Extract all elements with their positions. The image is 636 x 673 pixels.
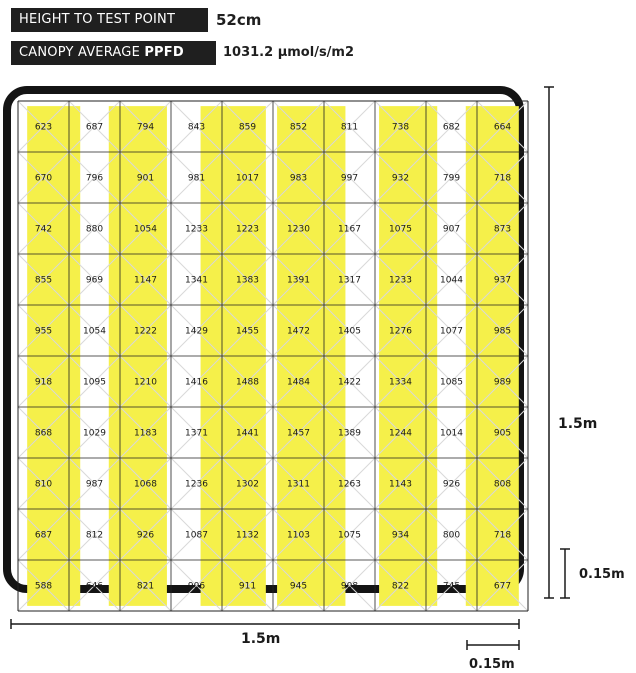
ppfd-cell-value: 1143: [389, 479, 412, 490]
ppfd-cell-value: 1054: [134, 224, 157, 235]
ppfd-cell-value: 932: [391, 173, 410, 184]
ppfd-cell-value: 901: [136, 173, 155, 184]
ppfd-cell-value: 1488: [236, 377, 259, 388]
ppfd-cell-value: 808: [493, 479, 512, 490]
ppfd-cell-value: 1383: [236, 275, 259, 286]
ppfd-cell-value: 1371: [185, 428, 208, 439]
ppfd-cell-value: 1457: [287, 428, 310, 439]
ppfd-cell-value: 1087: [185, 530, 208, 541]
height-value: 52cm: [216, 11, 262, 29]
ppfd-cell-value: 799: [442, 173, 461, 184]
ppfd-cell-value: 989: [493, 377, 512, 388]
ppfd-cell-value: 822: [391, 581, 410, 592]
ppfd-cell-value: 987: [85, 479, 104, 490]
ppfd-cell-value: 1095: [83, 377, 106, 388]
ppfd-cell-value: 664: [493, 122, 512, 133]
ppfd-cell-value: 1223: [236, 224, 259, 235]
ppfd-cell-value: 1334: [389, 377, 412, 388]
ppfd-cell-value: 1276: [389, 326, 412, 337]
ppfd-label-prefix: CANOPY AVERAGE: [19, 45, 145, 60]
ppfd-cell-value: 1075: [338, 530, 361, 541]
ppfd-cell-value: 745: [442, 581, 461, 592]
ppfd-cell-value: 1391: [287, 275, 310, 286]
ppfd-cell-value: 1472: [287, 326, 310, 337]
ppfd-cell-value: 687: [85, 122, 104, 133]
ppfd-cell-value: 997: [340, 173, 359, 184]
ppfd-cell-value: 1044: [440, 275, 463, 286]
ppfd-cell-value: 794: [136, 122, 155, 133]
ppfd-cell-value: 687: [34, 530, 53, 541]
ppfd-cell-value: 1455: [236, 326, 259, 337]
ppfd-cell-value: 1317: [338, 275, 361, 286]
ppfd-cell-value: 682: [442, 122, 461, 133]
ppfd-cell-value: 1244: [389, 428, 412, 439]
ppfd-cell-value: 1429: [185, 326, 208, 337]
ppfd-cell-value: 1422: [338, 377, 361, 388]
ppfd-cell-value: 1311: [287, 479, 310, 490]
ppfd-cell-value: 1077: [440, 326, 463, 337]
ppfd-cell-value: 1183: [134, 428, 157, 439]
ppfd-cell-value: 905: [493, 428, 512, 439]
ppfd-cell-value: 1441: [236, 428, 259, 439]
ppfd-cell-value: 880: [85, 224, 104, 235]
ppfd-cell-value: 873: [493, 224, 512, 235]
ppfd-cell-value: 981: [187, 173, 206, 184]
ppfd-cell-value: 934: [391, 530, 410, 541]
ppfd-cell-value: 1054: [83, 326, 106, 337]
ppfd-cell-value: 983: [289, 173, 308, 184]
ppfd-cell-value: 955: [34, 326, 53, 337]
ppfd-label-bold: PPFD: [144, 45, 184, 60]
ppfd-cell-value: 1147: [134, 275, 157, 286]
ppfd-cell-value: 1341: [185, 275, 208, 286]
ppfd-cell-value: 1233: [185, 224, 208, 235]
ppfd-cell-value: 1236: [185, 479, 208, 490]
ppfd-cell-value: 811: [340, 122, 359, 133]
ppfd-cell-value: 821: [136, 581, 155, 592]
ppfd-cell-value: 1484: [287, 377, 310, 388]
ppfd-cell-value: 796: [85, 173, 104, 184]
ppfd-cell-value: 852: [289, 122, 308, 133]
ppfd-cell-value: 1233: [389, 275, 412, 286]
ppfd-cell-value: 926: [442, 479, 461, 490]
ppfd-cell-value: 1132: [236, 530, 259, 541]
ppfd-value: 1031.2 µmol/s/m2: [223, 45, 355, 60]
ppfd-cell-value: 843: [187, 122, 206, 133]
ppfd-cell-value: 677: [493, 581, 512, 592]
ppfd-cell-value: 1230: [287, 224, 310, 235]
ppfd-cell-value: 1416: [185, 377, 208, 388]
ppfd-cell-value: 810: [34, 479, 53, 490]
ppfd-cell-value: 812: [85, 530, 104, 541]
dim-width-label: 1.5m: [241, 631, 281, 647]
dim-cell-height-label: 0.15m: [579, 567, 625, 582]
ppfd-cell-value: 1405: [338, 326, 361, 337]
ppfd-cell-value: 1029: [83, 428, 106, 439]
ppfd-cell-value: 738: [391, 122, 410, 133]
dim-cell-width-label: 0.15m: [469, 657, 515, 672]
ppfd-cell-value: 926: [136, 530, 155, 541]
ppfd-cell-value: 911: [238, 581, 257, 592]
ppfd-cell-value: 718: [493, 530, 512, 541]
ppfd-cell-value: 985: [493, 326, 512, 337]
ppfd-cell-value: 1075: [389, 224, 412, 235]
ppfd-cell-value: 588: [34, 581, 53, 592]
ppfd-cell-value: 945: [289, 581, 308, 592]
ppfd-cell-value: 1068: [134, 479, 157, 490]
ppfd-cell-value: 742: [34, 224, 53, 235]
ppfd-cell-value: 907: [442, 224, 461, 235]
ppfd-cell-value: 1017: [236, 173, 259, 184]
ppfd-cell-value: 937: [493, 275, 512, 286]
ppfd-cell-value: 1263: [338, 479, 361, 490]
ppfd-cell-value: 1222: [134, 326, 157, 337]
ppfd-cell-value: 623: [34, 122, 53, 133]
ppfd-cell-value: 855: [34, 275, 53, 286]
ppfd-cell-value: 1167: [338, 224, 361, 235]
height-label-text: HEIGHT TO TEST POINT: [19, 12, 176, 27]
ppfd-cell-value: 1014: [440, 428, 463, 439]
ppfd-cell-value: 1389: [338, 428, 361, 439]
ppfd-cell-value: 1085: [440, 377, 463, 388]
ppfd-cell-value: 670: [34, 173, 53, 184]
dim-height-label: 1.5m: [558, 416, 598, 432]
ppfd-cell-value: 800: [442, 530, 461, 541]
ppfd-cell-value: 969: [85, 275, 104, 286]
ppfd-cell-value: 918: [34, 377, 53, 388]
ppfd-cell-value: 1210: [134, 377, 157, 388]
ppfd-cell-value: 859: [238, 122, 257, 133]
ppfd-cell-value: 718: [493, 173, 512, 184]
ppfd-cell-value: 1302: [236, 479, 259, 490]
ppfd-cell-value: 908: [340, 581, 359, 592]
ppfd-cell-value: 906: [187, 581, 206, 592]
ppfd-cell-value: 646: [85, 581, 104, 592]
ppfd-cell-value: 1103: [287, 530, 310, 541]
ppfd-cell-value: 868: [34, 428, 53, 439]
